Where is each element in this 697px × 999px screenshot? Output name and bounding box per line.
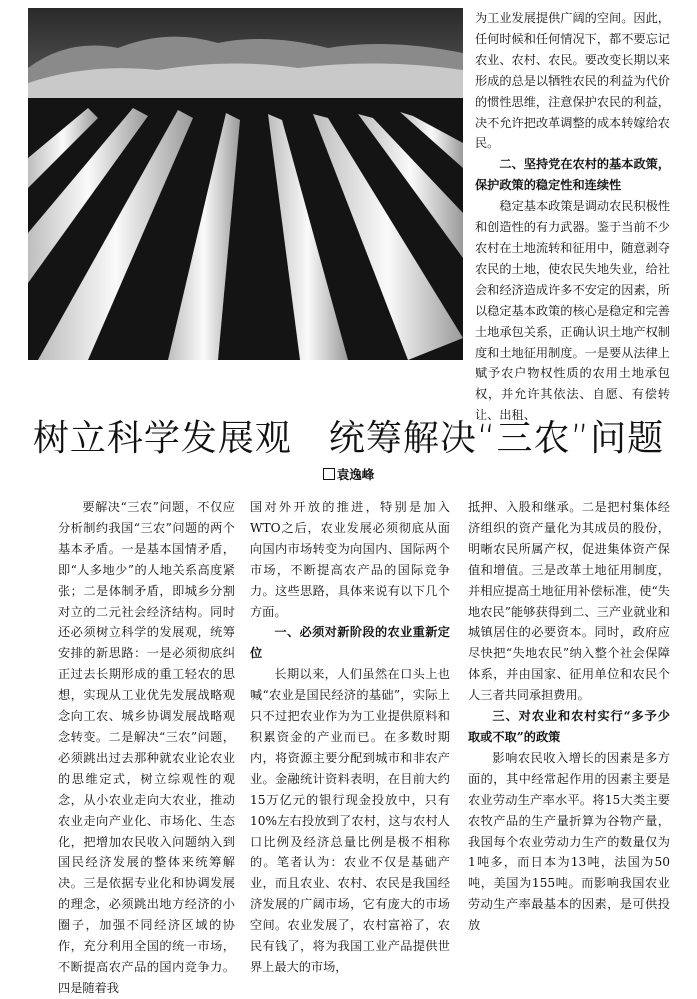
paragraph: 长期以来，人们虽然在口头上也喊“农业是国民经济的基础”，实际上只不过把农业作为为工业提供原料和积累资金的产业而已。在多数时期内，将资源主要分配到城市和非农产业。金融统计资料表明，在目前大约15万亿元的银行现金投放中，只有10%左右投放到了农村，这与农村人口比例及经济总量比例是极不相称的。笔者认为：农业不仅是基础产业，而且农业、农村、农民是我国经济发展的广阔市场，它有庞大的市场空间。农业发展了，农村富裕了，农民有钱了，将为我国工业产品提供世界上最大的市场， (250, 667, 450, 974)
section-heading: 一、必须对新阶段的农业重新定位 (250, 625, 450, 661)
paragraph: 为工业发展提供广阔的空间。因此，任何时候和任何情况下，都不要忘记农业、农村、农民。要改变长期以来形成的总是以牺牲农民的利益为代价的惯性思维，注意保护农民的利益，决不允许把改革调整的成本转嫁给农民。 (475, 11, 670, 151)
author-name: 袁逸峰 (336, 467, 375, 482)
text-column-3 (468, 497, 670, 936)
author-box-icon (323, 468, 335, 480)
text-column-2 (250, 497, 450, 978)
article-title: 树立科学发展观 统筹解决“三农”问题 (32, 418, 665, 460)
paragraph: 稳定基本政策是调动农民积极性和创造性的有力武器。鉴于当前不少农村在土地流转和征用中，随意剥夺农民的土地，使农民失地失业，给社会和经济造成许多不安定的因素，所以稳定基本政策的核心是稳定和完善土地承包关系，正确认识土地产权制度和土地征用制度。一是要从法律上赋予农户物权性质的农用土地承包权，并允许其依法、自愿、有偿转让、出租、 (475, 199, 671, 423)
paragraph: 国对外开放的推进，特别是加入WTO之后，农业发展必须彻底从面向国内市场转变为向国内、国际两个市场，不断提高农产品的国际竞争力。这些思路，具体来说有以下几个方面。 (250, 500, 450, 619)
paragraph: 要解决“三农”问题，不仅应分析制约我国“三农”问题的两个基本矛盾。一是基本国情矛盾，即“人多地少”的人地关系高度紧张；二是体制矛盾，即城乡分割对立的二元社会经济结构。同时还必须树立科学的发展观，统筹安排的新思路：一是必须彻底纠正过去长期形成的重工轻农的思想，实现从工业优先发展战略观念向工农、城乡协调发展战略观念转变。二是解决“三农”问题，必须跳出过去那种就农业论农业的思维定式，树立综观性的观念，从小农业走向大农业，推动农业走向产业化、市场化、生态化，把增加农民收入问题纳入到国民经济发展的整体来统筹解决。三是依据专业化和协调发展的理念，必须跳出地方经济的小圈子，加强不同经济区域的协作，充分利用全国的统一市场，不断提高农产品的国内竞争力。四是随着我 (58, 500, 235, 995)
section-heading: 二、坚持党在农村的基本政策，保护政策的稳定性和连续性 (475, 157, 671, 193)
text-column-top-right (475, 8, 670, 426)
paragraph: 影响农民收入增长的因素是多方面的，其中经常起作用的因素主要是农业劳动生产率水平。将15大类主要农牧产品的生产量折算为谷物产量，我国每个农业劳动力生产的数量仅为1吨多，而日本为13吨，法国为50吨，美国为155吨。而影响我国农业劳动生产率最基本的因素，是可供投放 (468, 750, 670, 933)
field-rows-photo (28, 8, 463, 360)
author-line (0, 465, 697, 483)
text-column-1 (58, 497, 235, 999)
section-heading: 三、对农业和农村实行“多予少取或不取”的政策 (468, 709, 670, 744)
paragraph: 抵押、入股和继承。二是把村集体经济组织的资产量化为其成员的股份，明晰农民所属产权，促进集体资产保值和增值。三是改革土地征用制度，并相应提高土地征用补偿标准，使“失地农民”能够获得到二、三产业就业和城镇居住的必要资本。同时，政府应尽快把“失地农民”纳入整个社会保障体系，并由国家、征用单位和农民个人三者共同承担费用。 (468, 500, 670, 703)
